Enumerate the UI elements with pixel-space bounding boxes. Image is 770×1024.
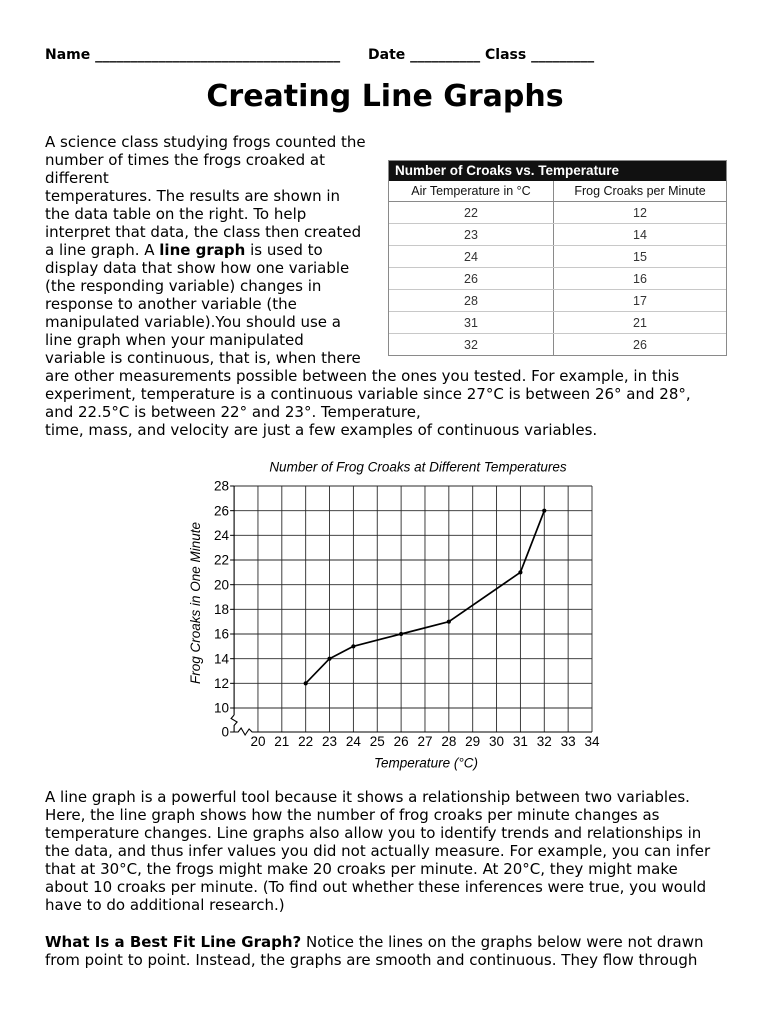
text-run: display data that show how one variable: [45, 259, 350, 277]
temperature-cell: 31: [464, 315, 478, 330]
x-tick-label: 21: [274, 734, 290, 749]
y-tick-label: 12: [213, 676, 229, 692]
x-tick-label: 22: [298, 734, 314, 749]
text-run: a line graph. A: [45, 241, 160, 259]
croaks-cell: 15: [553, 246, 726, 267]
chart-axes: [230, 486, 592, 735]
temperature-cell: 23: [464, 227, 478, 242]
x-tick-label: 32: [536, 734, 552, 749]
best-fit-paragraph: [45, 933, 704, 969]
x-tick-label: 20: [250, 734, 266, 749]
croaks-cell: 12: [553, 202, 726, 223]
text-run: temperatures. The results are shown in: [45, 187, 341, 205]
intro-line: [45, 403, 691, 421]
text-run: the data, and thus infer values you did not actually measure. For example, you can infer: [45, 842, 711, 860]
body-line: [45, 878, 710, 896]
y-tick-label: 16: [213, 626, 229, 642]
x-tick-label: 31: [512, 734, 528, 749]
x-tick-label: 30: [489, 734, 505, 749]
y-tick-label: 18: [213, 602, 229, 618]
column-header-temperature: Air Temperature in °C: [411, 184, 531, 198]
table-row: [389, 333, 726, 355]
text-run: different: [45, 169, 109, 187]
croaks-cell: 26: [553, 334, 726, 355]
text-run: A line graph is a powerful tool because it shows a relationship between two variables.: [45, 788, 690, 806]
text-run: temperature changes. Line graphs also allow you to identify trends and relationships in: [45, 824, 702, 842]
body-line: [45, 842, 710, 860]
text-run: response to another variable (the: [45, 295, 297, 313]
croaks-data-table: [388, 160, 727, 356]
best-fit-line: [45, 933, 704, 951]
chart-tick-labels: [214, 479, 600, 749]
text-run: number of times the frogs croaked at: [45, 151, 325, 169]
body-line: [45, 860, 710, 878]
y-tick-label: 22: [213, 552, 229, 568]
intro-line: [45, 367, 691, 385]
text-run: is used to: [245, 241, 323, 259]
data-point: [304, 681, 308, 685]
data-point: [447, 620, 451, 624]
body-line: [45, 896, 710, 914]
x-axis-label: Temperature (°C): [374, 755, 478, 771]
text-run: Notice the lines on the graphs below were not drawn: [301, 933, 704, 951]
y-tick-label: 0: [221, 724, 229, 740]
text-run: about 10 croaks per minute. (To find out whether these inferences were true, you would: [45, 878, 707, 896]
text-run: experiment, temperature is a continuous variable since 27°C is between 26° and 28°,: [45, 385, 691, 403]
x-tick-label: 23: [322, 734, 338, 749]
chart-grid: [234, 486, 592, 732]
intro-line: [45, 385, 691, 403]
table-row: [389, 245, 726, 267]
table-row: [389, 267, 726, 289]
body-line: [45, 824, 710, 842]
body-paragraph: [45, 788, 710, 914]
y-tick-label: 10: [213, 700, 229, 716]
chart-title: Number of Frog Croaks at Different Temperatures: [269, 459, 567, 475]
temperature-cell: 24: [464, 249, 478, 264]
text-run: have to do additional research.): [45, 896, 285, 914]
croaks-cell: 17: [553, 290, 726, 311]
line-chart: [170, 450, 610, 780]
table-title: Number of Croaks vs. Temperature: [389, 161, 726, 181]
axis-break-icon: [231, 715, 237, 732]
data-point: [399, 632, 403, 636]
data-point: [518, 570, 522, 574]
data-point: [351, 644, 355, 648]
y-tick-label: 24: [213, 528, 229, 544]
data-point: [542, 509, 546, 513]
y-tick-label: 28: [213, 478, 229, 494]
x-tick-label: 29: [465, 734, 481, 749]
bold-term: What Is a Best Fit Line Graph?: [45, 933, 302, 951]
text-run: from point to point. Instead, the graphs are smooth and continuous. They flow through: [45, 951, 698, 969]
text-run: line graph when your manipulated: [45, 331, 304, 349]
text-run: manipulated variable).You should use a: [45, 313, 341, 331]
body-line: [45, 788, 710, 806]
y-axis-label: Frog Croaks in One Minute: [188, 521, 203, 685]
intro-line: [45, 421, 691, 439]
x-tick-label: 28: [441, 734, 457, 749]
temperature-cell: 22: [464, 205, 478, 220]
table-row: [389, 289, 726, 311]
text-run: are other measurements possible between the ones you tested. For example, in this: [45, 367, 680, 385]
x-tick-label: 34: [584, 734, 600, 749]
temperature-cell: 28: [464, 293, 478, 308]
text-run: (the responding variable) changes in: [45, 277, 322, 295]
text-run: interpret that data, the class then created: [45, 223, 362, 241]
body-line: [45, 806, 710, 824]
page-title: Creating Line Graphs: [206, 79, 564, 114]
y-tick-label: 14: [213, 651, 229, 667]
best-fit-line: [45, 951, 704, 969]
y-tick-label: 26: [213, 503, 229, 519]
temperature-cell: 26: [464, 271, 478, 286]
x-tick-label: 27: [417, 734, 433, 749]
intro-line: [45, 133, 691, 151]
x-tick-label: 24: [345, 734, 361, 749]
name-field: Name ___________________________________: [45, 47, 341, 63]
date-class-field: Date __________ Class _________: [368, 47, 595, 63]
table-row: [389, 311, 726, 333]
table-header-row: [389, 181, 726, 201]
x-tick-label: 33: [560, 734, 576, 749]
text-run: A science class studying frogs counted the: [45, 133, 366, 151]
data-point: [327, 657, 331, 661]
table-row: [389, 201, 726, 223]
y-tick-label: 20: [213, 577, 229, 593]
x-tick-label: 26: [393, 734, 409, 749]
text-run: and 22.5°C is between 22° and 23°. Temperature,: [45, 403, 421, 421]
croaks-cell: 16: [553, 268, 726, 289]
table-body: [389, 201, 726, 355]
text-run: Here, the line graph shows how the number of frog croaks per minute changes as: [45, 806, 660, 824]
text-run: that at 30°C, the frogs might make 20 croaks per minute. At 20°C, they might make: [45, 860, 678, 878]
table-row: [389, 223, 726, 245]
x-tick-label: 25: [369, 734, 385, 749]
croaks-cell: 14: [553, 224, 726, 245]
croaks-cell: 21: [553, 312, 726, 333]
temperature-cell: 32: [464, 337, 478, 352]
text-run: time, mass, and velocity are just a few examples of continuous variables.: [45, 421, 598, 439]
bold-term: line graph: [159, 241, 246, 259]
text-run: the data table on the right. To help: [45, 205, 307, 223]
column-header-croaks: Frog Croaks per Minute: [553, 181, 726, 201]
text-run: variable is continuous, that is, when there: [45, 349, 361, 367]
